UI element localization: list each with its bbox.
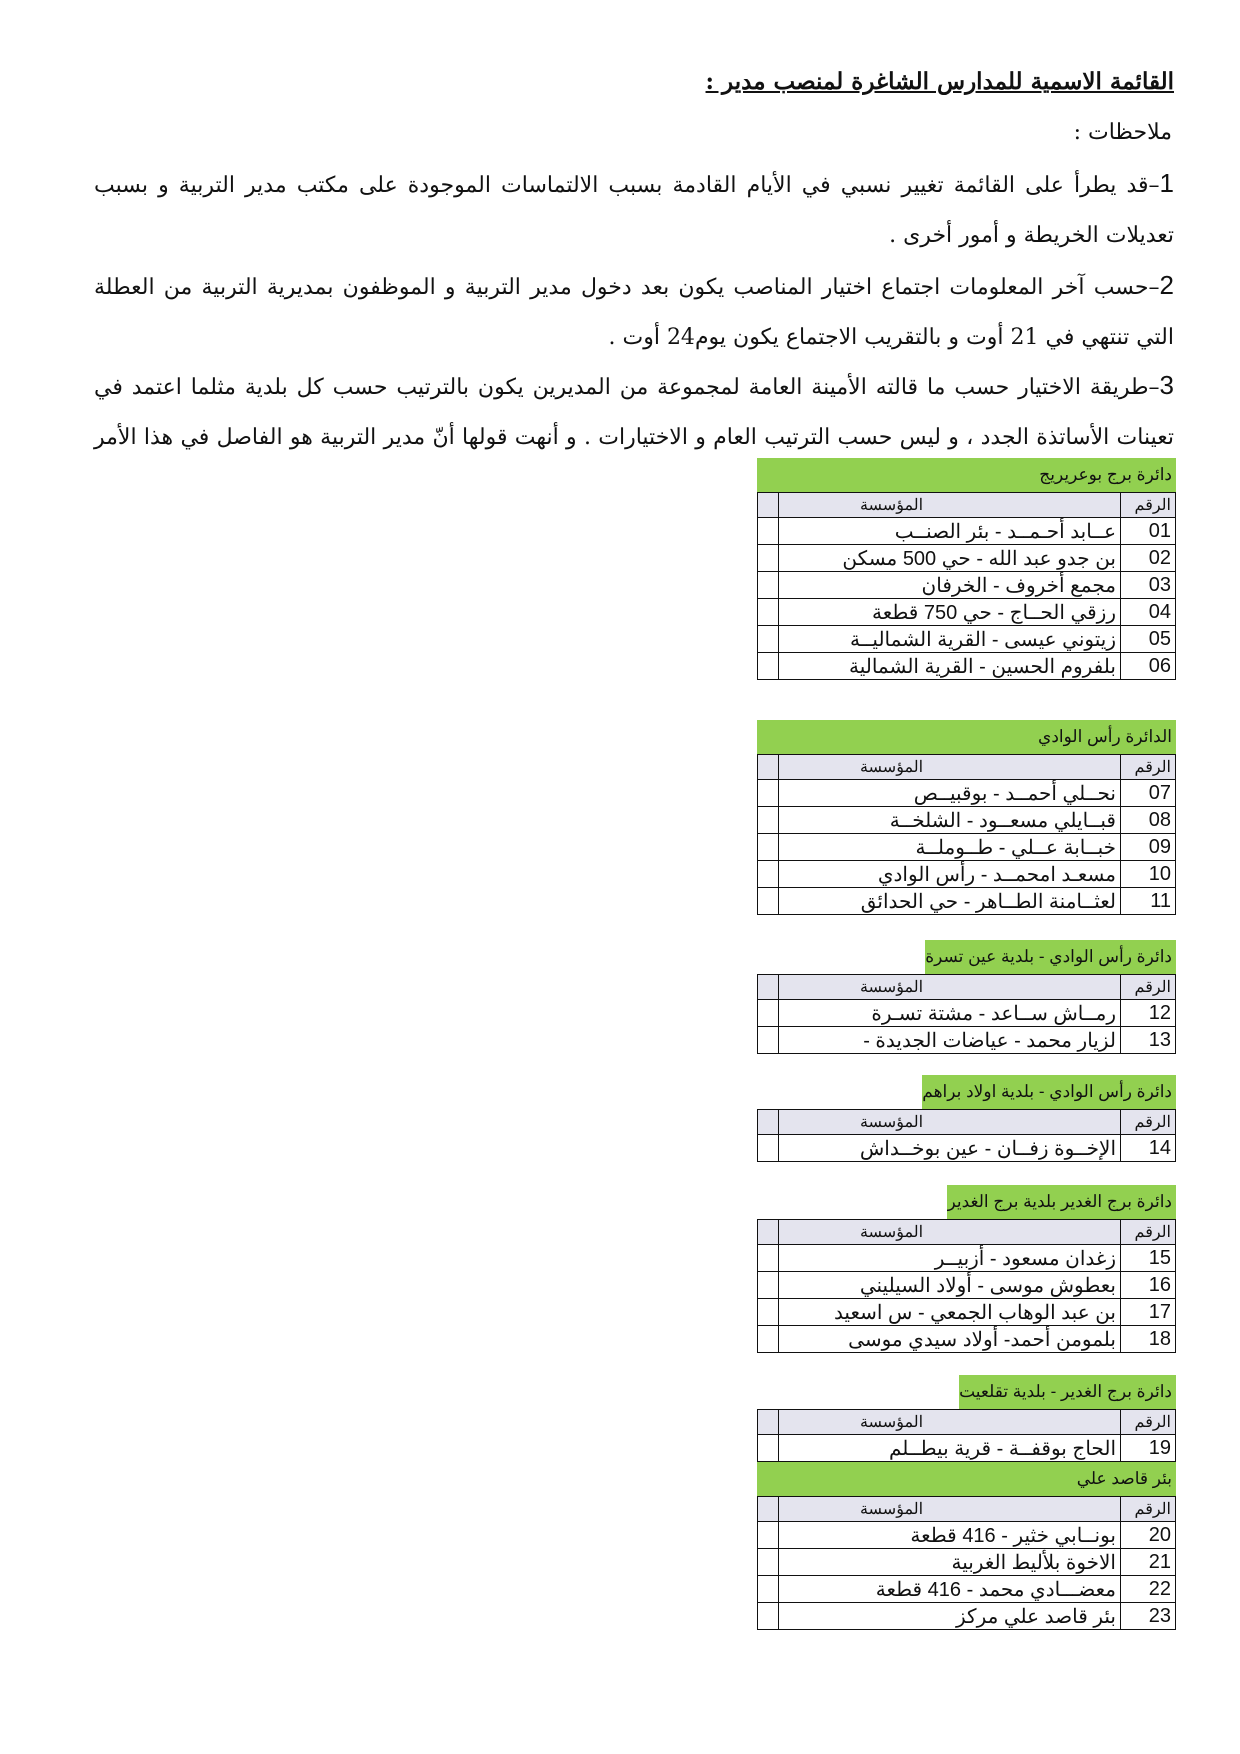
row-institution: بعطوش موسى - أولاد السيليني (779, 1272, 1121, 1299)
row-number: 19 (1121, 1435, 1176, 1462)
table-row (758, 626, 1176, 653)
row-number: 03 (1121, 572, 1176, 599)
row-institution: عــابد أحـمــد - بئر الصنــب (779, 518, 1121, 545)
table-row (758, 545, 1176, 572)
schools-table (757, 1409, 1176, 1462)
section-title: دائرة برج بوعريريج (757, 458, 1176, 492)
header-institution: المؤسسة (779, 1220, 1121, 1245)
section-ain-tesra (757, 940, 1176, 1054)
note-text: –قد يطرأ على القائمة تغيير نسبي في الأيام القادمة بسبب الالتماسات الموجودة على مكتب مدير التربية و بسبب تعديلات الخريطة و أمور أخرى . (94, 173, 1174, 248)
section-title: دائرة برج الغدير بلدية برج الغدير (947, 1185, 1176, 1219)
empty-cell (758, 975, 779, 1000)
table-row (758, 1245, 1176, 1272)
section-title-wrap (757, 1375, 1176, 1409)
row-institution: بئر قاصد علي مركز (779, 1603, 1121, 1630)
empty-cell (758, 599, 779, 626)
section-title: دائرة رأس الوادي - بلدية اولاد براهم (922, 1075, 1176, 1109)
row-institution: مسعـد امحمــد - رأس الوادي (779, 861, 1121, 888)
row-number: 09 (1121, 834, 1176, 861)
row-institution: رمــاش ســاعد - مشتة تسـرة (779, 1000, 1121, 1027)
empty-cell (758, 1410, 779, 1435)
row-institution: نحــلي أحمــد - بوقبيــص (779, 780, 1121, 807)
empty-cell (758, 626, 779, 653)
row-number: 11 (1121, 888, 1176, 915)
note-2 (94, 260, 1174, 363)
row-institution: لزيار محمد - عياضات الجديدة - (779, 1027, 1121, 1054)
schools-table (757, 1496, 1176, 1630)
empty-cell (758, 834, 779, 861)
section-title-wrap (757, 1075, 1176, 1109)
table-row (758, 1272, 1176, 1299)
table-header-row (758, 1410, 1176, 1435)
table-row (758, 572, 1176, 599)
table-row (758, 1576, 1176, 1603)
empty-cell (758, 493, 779, 518)
schools-table (757, 1109, 1176, 1162)
empty-cell (758, 755, 779, 780)
row-institution: بلمومن أحمد- أولاد سيدي موسى (779, 1326, 1121, 1353)
table-row (758, 1603, 1176, 1630)
row-number: 07 (1121, 780, 1176, 807)
empty-cell (758, 653, 779, 680)
row-number: 02 (1121, 545, 1176, 572)
header-number: الرقم (1121, 1497, 1176, 1522)
empty-cell (758, 1435, 779, 1462)
document-title: القائمة الاسمية للمدارس الشاغرة لمنصب مدير : (705, 68, 1174, 95)
empty-cell (758, 1522, 779, 1549)
header-institution: المؤسسة (779, 755, 1121, 780)
row-number: 04 (1121, 599, 1176, 626)
row-number: 15 (1121, 1245, 1176, 1272)
empty-cell (758, 780, 779, 807)
row-institution: لعثــامنة الطــاهر - حي الحدائق (779, 888, 1121, 915)
section-title: بئر قاصد علي (757, 1462, 1176, 1496)
row-institution: زغدان مسعود - أزبيــر (779, 1245, 1121, 1272)
row-number: 22 (1121, 1576, 1176, 1603)
header-institution: المؤسسة (779, 1110, 1121, 1135)
empty-cell (758, 861, 779, 888)
table-header-row (758, 1497, 1176, 1522)
notes-heading: ملاحظات : (1073, 120, 1172, 145)
table-row (758, 653, 1176, 680)
empty-cell (758, 518, 779, 545)
table-row (758, 518, 1176, 545)
section-ras-el-oued (757, 720, 1176, 915)
table-row (758, 834, 1176, 861)
header-number: الرقم (1121, 1220, 1176, 1245)
row-institution: الاخوة بلأليط الغربية (779, 1549, 1121, 1576)
row-number: 17 (1121, 1299, 1176, 1326)
table-row (758, 1135, 1176, 1162)
note-number: 2 (1159, 270, 1174, 300)
table-row (758, 1000, 1176, 1027)
row-institution: رزقي الحــاج - حي 750 قطعة (779, 599, 1121, 626)
row-number: 14 (1121, 1135, 1176, 1162)
row-number: 06 (1121, 653, 1176, 680)
row-institution: الحاج بوقفــة - قرية بيطــلم (779, 1435, 1121, 1462)
table-row (758, 1549, 1176, 1576)
empty-cell (758, 1603, 779, 1630)
empty-cell (758, 1549, 779, 1576)
row-number: 23 (1121, 1603, 1176, 1630)
note-number: 1 (1159, 168, 1174, 198)
section-title: الدائرة رأس الوادي (757, 720, 1176, 754)
table-header-row (758, 493, 1176, 518)
empty-cell (758, 1576, 779, 1603)
row-number: 21 (1121, 1549, 1176, 1576)
section-ouled-brahem (757, 1075, 1176, 1162)
table-row (758, 599, 1176, 626)
empty-cell (758, 1299, 779, 1326)
table-row (758, 1435, 1176, 1462)
row-institution: معضـــادي محمد - 416 قطعة (779, 1576, 1121, 1603)
empty-cell (758, 1220, 779, 1245)
table-header-row (758, 1110, 1176, 1135)
header-number: الرقم (1121, 1110, 1176, 1135)
header-number: الرقم (1121, 975, 1176, 1000)
row-institution: بونــابي خثير - 416 قطعة (779, 1522, 1121, 1549)
row-number: 12 (1121, 1000, 1176, 1027)
table-header-row (758, 755, 1176, 780)
section-title-wrap (757, 1185, 1176, 1219)
schools-table (757, 1219, 1176, 1353)
section-title-wrap (757, 940, 1176, 974)
empty-cell (758, 1245, 779, 1272)
section-bordj-ghedir (757, 1185, 1176, 1353)
table-row (758, 1326, 1176, 1353)
table-row (758, 1522, 1176, 1549)
empty-cell (758, 572, 779, 599)
empty-cell (758, 1135, 779, 1162)
section-title: دائرة رأس الوادي - بلدية عين تسرة (925, 940, 1176, 974)
empty-cell (758, 1272, 779, 1299)
empty-cell (758, 545, 779, 572)
empty-cell (758, 1326, 779, 1353)
row-number: 16 (1121, 1272, 1176, 1299)
row-number: 13 (1121, 1027, 1176, 1054)
empty-cell (758, 1110, 779, 1135)
row-number: 05 (1121, 626, 1176, 653)
table-row (758, 888, 1176, 915)
row-institution: الإخــوة زفــان - عين بوخــداش (779, 1135, 1121, 1162)
row-number: 18 (1121, 1326, 1176, 1353)
schools-table (757, 754, 1176, 915)
row-institution: بن جدو عبد الله - حي 500 مسكن (779, 545, 1121, 572)
row-institution: خبــابة عــلي - طــوملــة (779, 834, 1121, 861)
table-header-row (758, 1220, 1176, 1245)
table-row (758, 1027, 1176, 1054)
table-row (758, 780, 1176, 807)
table-row (758, 861, 1176, 888)
empty-cell (758, 807, 779, 834)
section-borj-bou-arreridj (757, 458, 1176, 680)
note-text: –حسب آخر المعلومات اجتماع اختيار المناصب يكون بعد دخول مدير التربية و الموظفون بمديرية التربية من العطلة التي تنتهي في 21 أوت و بالتقريب الاجتماع يكون يوم24 أوت . (94, 275, 1174, 350)
header-number: الرقم (1121, 1410, 1176, 1435)
section-teglait (757, 1375, 1176, 1630)
header-institution: المؤسسة (779, 493, 1121, 518)
row-institution: زيتوني عيسى - القرية الشماليــة (779, 626, 1121, 653)
header-institution: المؤسسة (779, 1497, 1121, 1522)
note-number: 3 (1159, 370, 1175, 400)
note-1 (94, 158, 1174, 261)
table-header-row (758, 975, 1176, 1000)
header-number: الرقم (1121, 493, 1176, 518)
row-institution: قبــايلي مسعــود - الشلخــة (779, 807, 1121, 834)
row-institution: مجمع أخروف - الخرفان (779, 572, 1121, 599)
row-number: 01 (1121, 518, 1176, 545)
empty-cell (758, 1497, 779, 1522)
header-institution: المؤسسة (779, 1410, 1121, 1435)
empty-cell (758, 1027, 779, 1054)
table-row (758, 1299, 1176, 1326)
header-number: الرقم (1121, 755, 1176, 780)
section-title: دائرة برج الغدير - بلدية تقلعيت (959, 1375, 1176, 1409)
schools-table (757, 492, 1176, 680)
row-number: 10 (1121, 861, 1176, 888)
row-institution: بن عبد الوهاب الجمعي - س اسعيد (779, 1299, 1121, 1326)
row-institution: بلفروم الحسين - القرية الشمالية (779, 653, 1121, 680)
empty-cell (758, 888, 779, 915)
row-number: 20 (1121, 1522, 1176, 1549)
empty-cell (758, 1000, 779, 1027)
row-number: 08 (1121, 807, 1176, 834)
note-text: –طريقة الاختيار حسب ما قالته الأمينة العامة لمجموعة من المديرين يكون بالترتيب حسب كل بلدية مثلما اعتمد في تعينات الأساتذة الجدد ، و ليس حسب الترتيب العام و الاختيارات . و أنهت قولها أنّ مدير التربية هو الفاصل في هذا الأمر (94, 375, 1174, 450)
table-row (758, 807, 1176, 834)
header-institution: المؤسسة (779, 975, 1121, 1000)
schools-table (757, 974, 1176, 1054)
